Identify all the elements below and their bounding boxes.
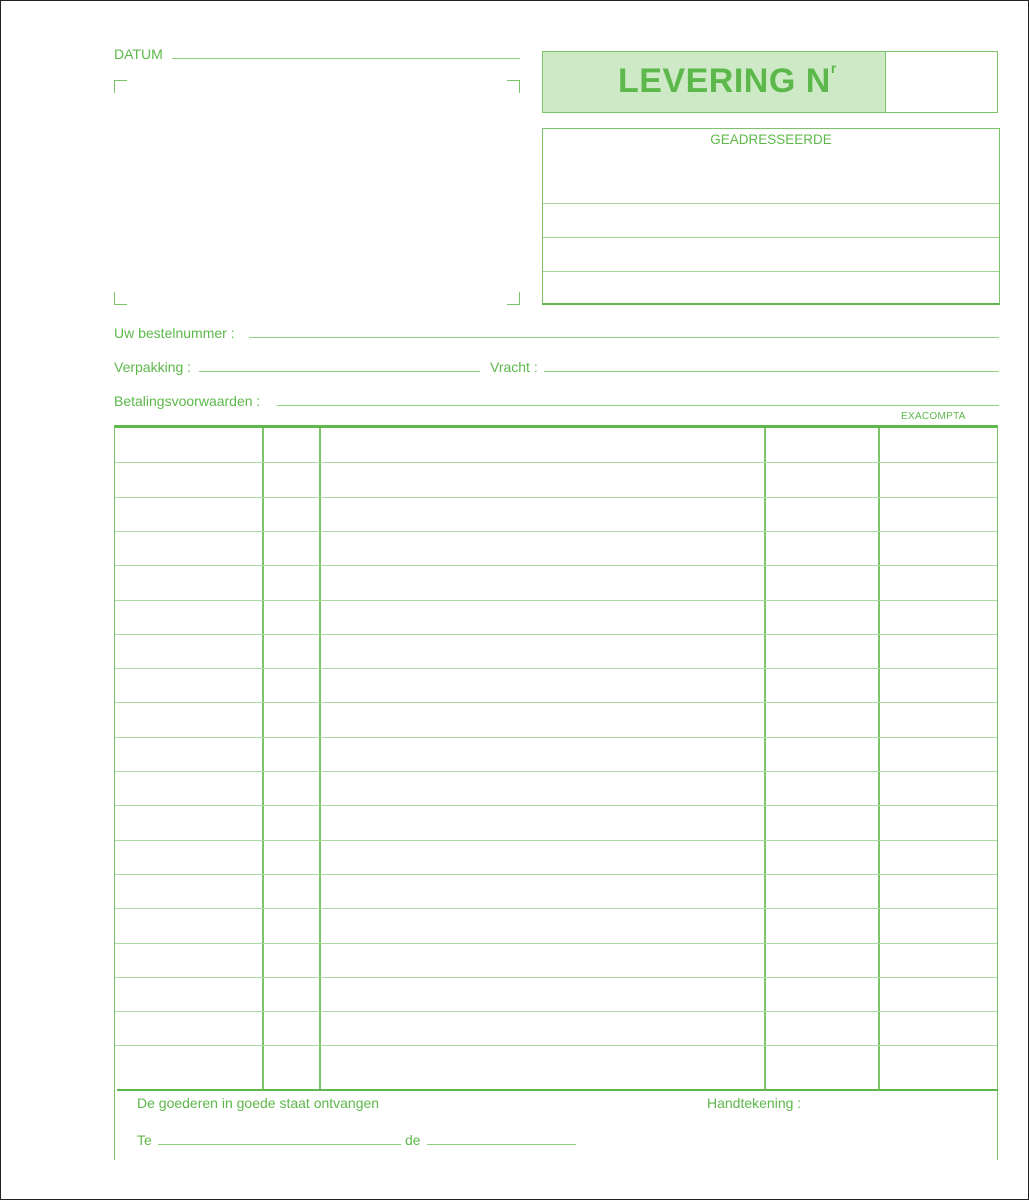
packaging-label: Verpakking : [114,359,192,375]
column-divider [878,428,880,1091]
sender-area-corner-tr [507,80,520,93]
table-row-line [115,634,997,635]
order-number-label: Uw bestelnummer : [114,325,235,341]
form-title: LEVERING $N^r$ [618,60,837,100]
addressee-label: GEADRESSEERDE [710,132,832,147]
table-row-line [115,497,997,498]
order-number-field[interactable] [249,337,999,338]
column-divider [262,428,264,1091]
table-row-line [115,565,997,566]
addressee-line [543,237,999,238]
brand-label: EXACOMPTA [901,411,966,422]
datum-field[interactable] [172,58,520,59]
title-fill [543,52,886,112]
place-field[interactable] [158,1144,401,1145]
table-row-line [115,840,997,841]
table-row-line [115,1045,997,1046]
packaging-field[interactable] [199,371,480,372]
addressee-line [543,271,999,272]
date-field[interactable] [427,1144,576,1145]
datum-label: DATUM [114,46,163,62]
sender-area-corner-tl [114,80,127,93]
addressee-line [543,203,999,204]
table-row-line [115,702,997,703]
sender-area-corner-br [507,292,520,305]
table-row-line [115,908,997,909]
table-row-line [115,977,997,978]
addressee-box[interactable] [542,128,1000,305]
table-row-line [115,874,997,875]
table-row-line [115,600,997,601]
table-row-line [115,943,997,944]
table-row-line [115,805,997,806]
sender-area-corner-bl [114,292,127,305]
table-bottom-rule [117,1089,998,1091]
freight-label: Vracht : [490,359,538,375]
table-row-line [115,531,997,532]
table-row-line [115,771,997,772]
payment-terms-label: Betalingsvoorwaarden : [114,393,261,409]
footer-border-right [997,1091,998,1160]
items-table [114,425,998,1091]
column-divider [764,428,766,1091]
date-label: de [405,1132,421,1148]
column-divider [319,428,321,1091]
table-row-line [115,462,997,463]
payment-terms-field[interactable] [277,405,999,406]
table-row-line [115,668,997,669]
footer-border-left [114,1091,115,1160]
signature-label: Handtekening : [707,1095,802,1111]
place-label: Te [137,1132,152,1148]
table-row-line [115,737,997,738]
received-text: De goederen in goede staat ontvangen [137,1095,380,1111]
table-row-line [115,1011,997,1012]
freight-field[interactable] [544,371,999,372]
delivery-number-box [542,51,998,113]
